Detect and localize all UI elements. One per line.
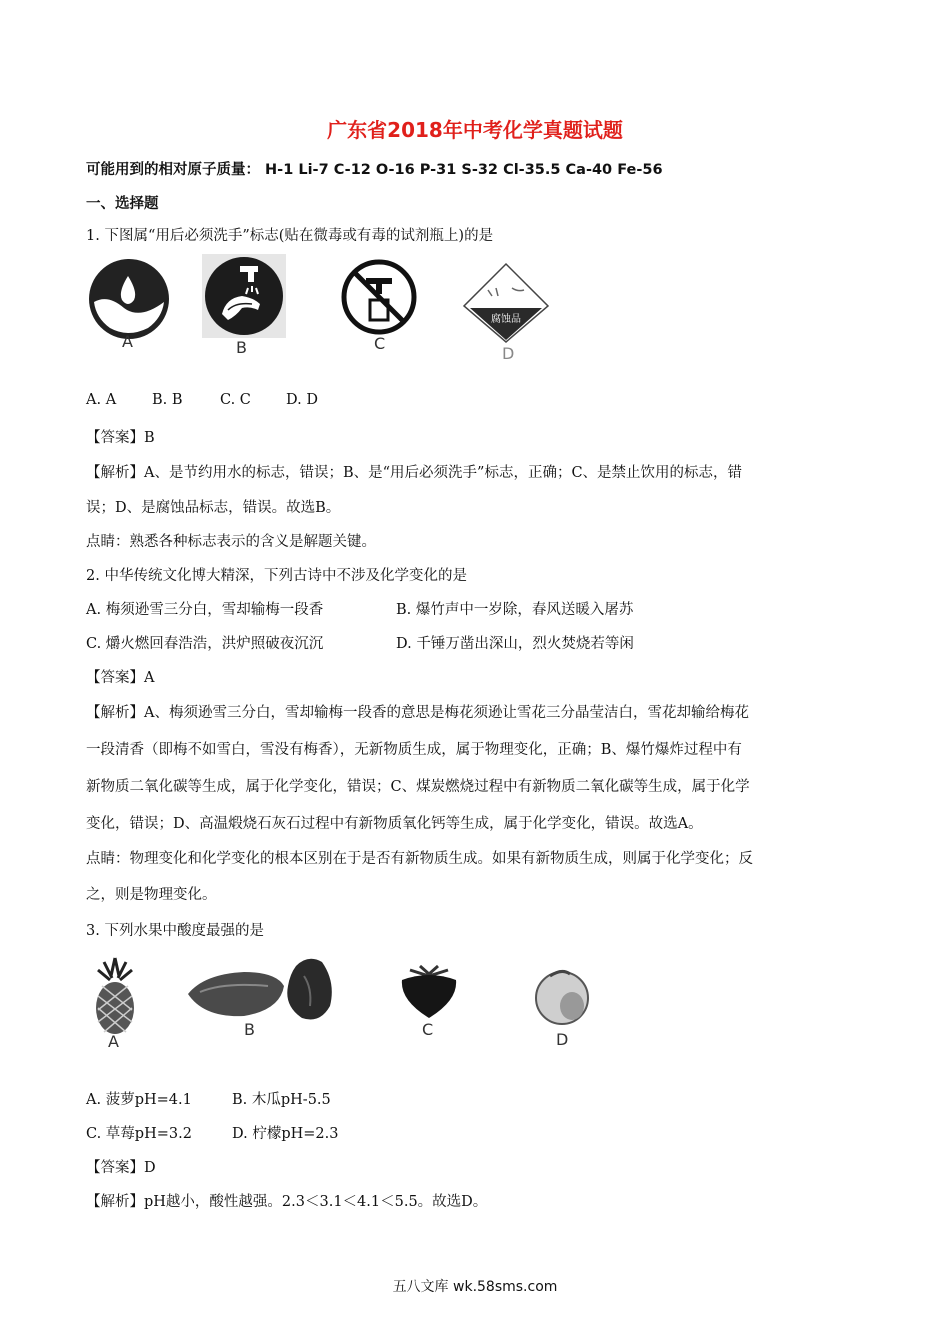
q2-analysis-line-4: 变化，错误；D、高温煅烧石灰石过程中有新物质氧化钙等生成，属于化学变化，错误。故选A。: [86, 816, 703, 832]
q3-image-label-c: C: [422, 1020, 434, 1039]
water-saving-sign-icon: [88, 258, 170, 340]
q3-answer: 【答案】D: [86, 1160, 156, 1176]
q3-option-a: A. 菠萝pH=4.1: [86, 1092, 192, 1108]
q1-image-label-d: D: [502, 344, 515, 363]
q2-analysis-line-1: 【解析】A、梅须逊雪三分白，雪却输梅一段香的意思是梅花须逊让雪花三分晶莹洁白，雪花却输给梅花: [86, 705, 749, 721]
question-3-stem: 3. 下列水果中酸度最强的是: [86, 923, 264, 939]
q1-option-a: A. A: [86, 392, 117, 408]
footer-watermark: 五八文库 wk.58sms.com: [392, 1279, 558, 1295]
q1-answer: 【答案】B: [86, 430, 155, 446]
q2-analysis-line-3: 新物质二氧化碳等生成，属于化学变化，错误；C、煤炭燃烧过程中有新物质二氧化碳等生成，属于化学: [86, 779, 750, 795]
atomic-masses-line: 可能用到的相对原子质量： H-1 Li-7 C-12 O-16 P-31 S-32 Cl-35.5 Ca-40 Fe-56: [86, 162, 663, 178]
lemon-image-icon: [532, 966, 592, 1026]
q1-tip: 点睛：熟悉各种标志表示的含义是解题关键。: [86, 534, 376, 550]
q1-option-b: B. B: [152, 392, 183, 408]
q1-analysis-line-1: 【解析】A、是节约用水的标志，错误；B、是“用后必须洗手”标志，正确；C、是禁止饮用的标志，错: [86, 465, 743, 481]
q3-image-label-a: A: [108, 1032, 119, 1051]
q2-answer: 【答案】A: [86, 670, 155, 686]
q1-image-label-a: A: [122, 332, 133, 351]
q3-image-label-d: D: [556, 1030, 569, 1049]
q2-option-b: B. 爆竹声中一岁除，春风送暖入屠苏: [396, 602, 634, 618]
q1-image-label-c: C: [374, 334, 386, 353]
corrosive-sign-text: 腐蚀品: [491, 314, 521, 325]
q2-analysis-line-2: 一段清香（即梅不如雪白，雪没有梅香），无新物质生成，属于物理变化，正确；B、爆竹爆炸过程中有: [86, 742, 742, 758]
q3-analysis: 【解析】pH越小，酸性越强。2.3＜3.1＜4.1＜5.5。故选D。: [86, 1194, 488, 1210]
q2-option-c: C. 爝火燃回春浩浩，洪炉照破夜沉沉: [86, 636, 324, 652]
q3-image-label-b: B: [244, 1020, 255, 1039]
corrosive-sign-icon: [462, 262, 550, 342]
q2-tip-line-2: 之，则是物理变化。: [86, 887, 217, 903]
pineapple-image-icon: [90, 956, 140, 1036]
q1-analysis-line-2: 误；D、是腐蚀品标志，错误。故选B。: [86, 500, 341, 516]
section-heading: 一、选择题: [86, 196, 159, 212]
q2-option-d: D. 千锤万凿出深山，烈火焚烧若等闲: [396, 636, 634, 652]
q3-option-d: D. 柠檬pH=2.3: [232, 1126, 339, 1142]
q1-option-d: D. D: [286, 392, 318, 408]
q2-option-a: A. 梅须逊雪三分白，雪却输梅一段香: [86, 602, 324, 618]
page-title: 广东省2018年中考化学真题试题: [327, 118, 623, 142]
q1-image-label-b: B: [236, 338, 247, 357]
wash-hands-sign-icon: [202, 254, 286, 338]
q1-option-c: C. C: [220, 392, 251, 408]
strawberry-image-icon: [398, 962, 460, 1020]
q3-option-c: C. 草莓pH=3.2: [86, 1126, 192, 1142]
papaya-image-icon: [184, 952, 338, 1026]
question-1-stem: 1. 下图属“用后必须洗手”标志(贴在微毒或有毒的试剂瓶上)的是: [86, 228, 494, 244]
no-drinking-sign-icon: [340, 258, 418, 336]
question-2-stem: 2. 中华传统文化博大精深，下列古诗中不涉及化学变化的是: [86, 568, 467, 584]
q3-option-b: B. 木瓜pH-5.5: [232, 1092, 331, 1108]
q2-tip-line-1: 点睛：物理变化和化学变化的根本区别在于是否有新物质生成。如果有新物质生成，则属于化学变化；反: [86, 851, 753, 867]
